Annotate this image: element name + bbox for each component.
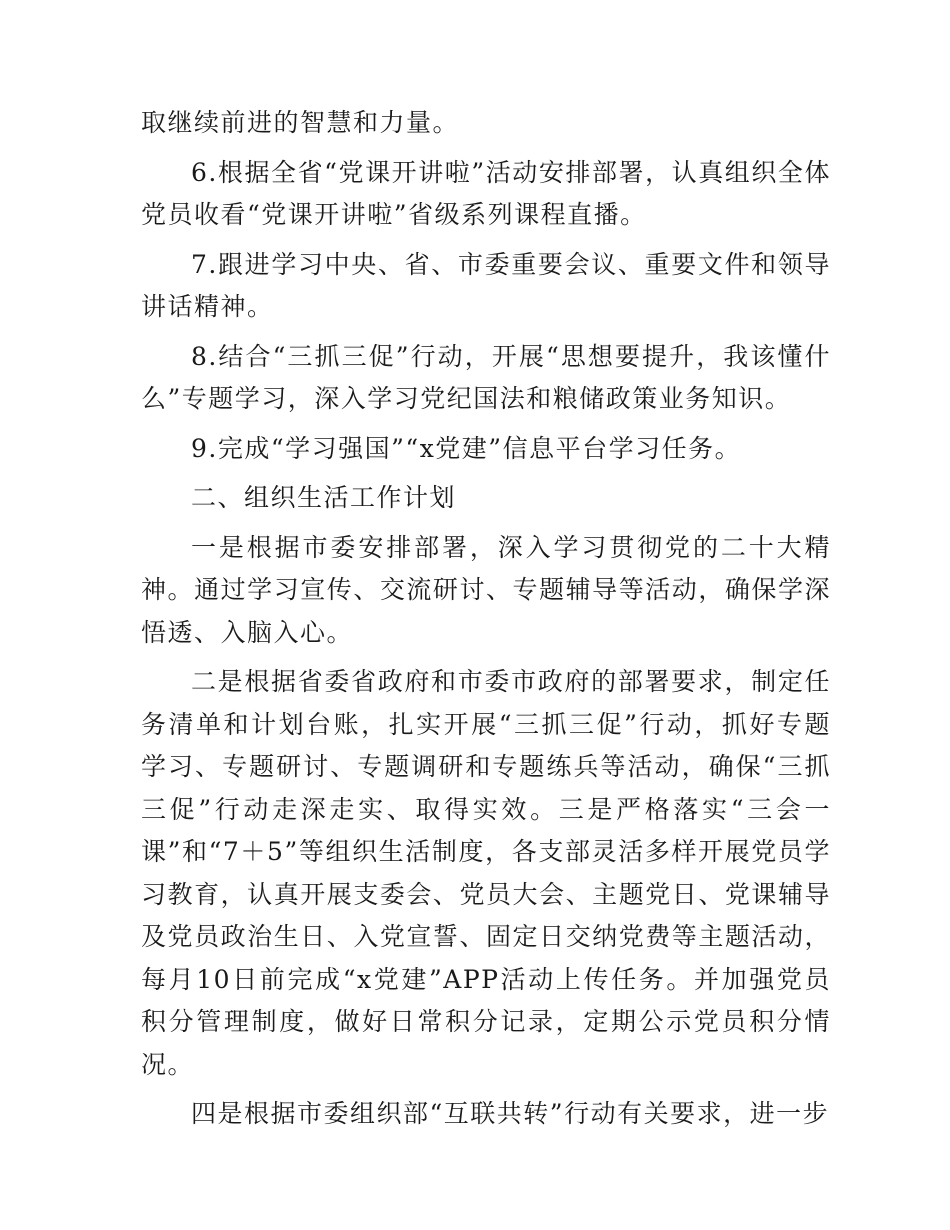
- document-body: [141, 102, 831, 1136]
- paragraph-continuation: 取继续前进的智慧和力量。: [141, 108, 460, 137]
- section-heading-organization-life: 二、组织生活工作计划: [191, 483, 457, 512]
- paragraph-item-8: 8.结合“三抓三促”行动，开展“思想要提升，我该懂什么”专题学习，深入学习党纪国法和粮储政策业务知识。: [141, 341, 831, 413]
- paragraph-first-point: 一是根据市委安排部署，深入学习贯彻党的二十大精神。通过学习宣传、交流研讨、专题辅导等活动，确保学深悟透、入脑入心。: [141, 532, 831, 647]
- paragraph-item-7: 7.跟进学习中央、省、市委重要会议、重要文件和领导讲话精神。: [141, 249, 831, 321]
- paragraph-fourth-point: 四是根据市委组织部“互联共转”行动有关要求，进一步: [191, 1099, 830, 1128]
- paragraph-item-6: 6.根据全省“党课开讲啦”活动安排部署，认真组织全体党员收看“党课开讲啦”省级系列课程直播。: [141, 157, 831, 229]
- paragraph-second-third-point: 二是根据省委省政府和市委市政府的部署要求，制定任务清单和计划台账，扎实开展“三抓三促”行动，抓好专题学习、专题研讨、专题调研和专题练兵等活动，确保“三抓三促”行动走深走实、取得实效。三是严格落实“三会一课”和“7＋5”等组织生活制度，各支部灵活多样开展党员学习教育，认真开展支委会、党员大会、主题党日、党课辅导及党员政治生日、入党宣誓、固定日交纳党费等主题活动，每月10日前完成“x党建”APP活动上传任务。并加强党员积分管理制度，做好日常积分记录，定期公示党员积分情况。: [141, 667, 831, 1079]
- paragraph-item-9: 9.完成“学习强国”“x党建”信息平台学习任务。: [191, 433, 742, 463]
